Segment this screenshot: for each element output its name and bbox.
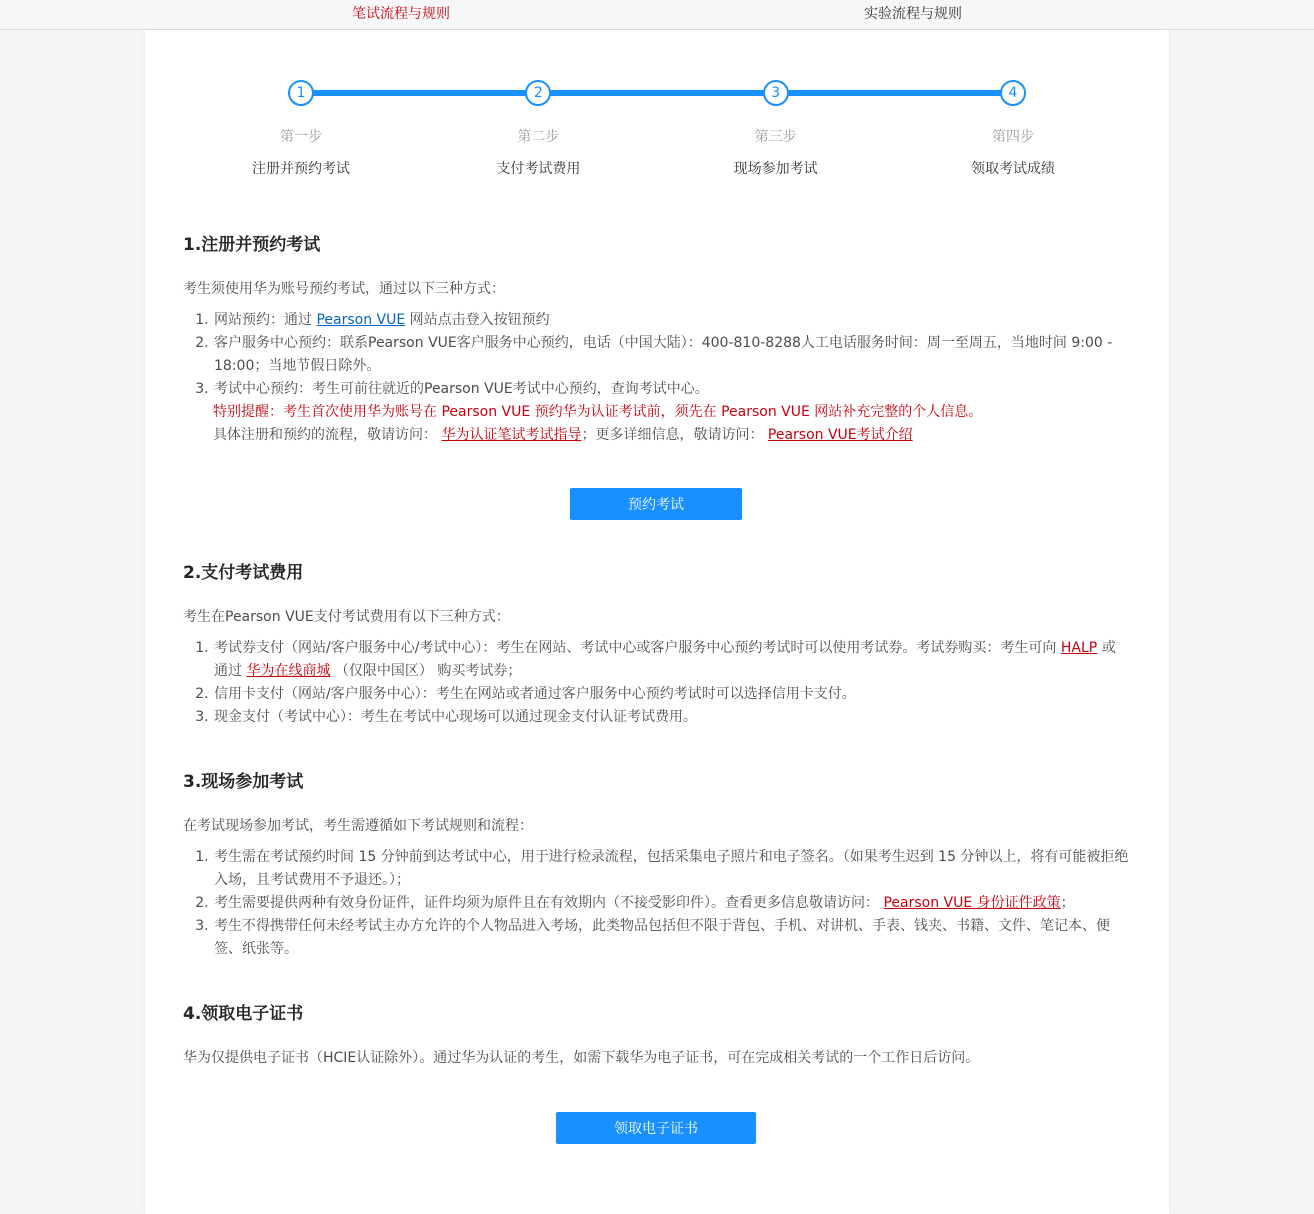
stepper-step-1 (252, 80, 350, 177)
list-item: 3. 考生不得携带任何未经考试主办方允许的个人物品进入考场，此类物品包括但不限于背包、手机、对讲机、手表、钱夹、书籍、文件、笔记本、便签、纸张等。 (213, 915, 1129, 961)
exam-process-stepper (145, 30, 1169, 190)
step-1-label: 第一步 (280, 129, 322, 145)
tab-lab-exam-rules[interactable]: 实验流程与规则 (864, 6, 962, 22)
registration-guide-note (213, 424, 1129, 447)
list-item: 2. 客户服务中心预约：联系Pearson VUE客户服务中心预约，电话（中国大陆）：400-810-8288人工电话服务时间：周一至周五，当地时间 9:00 - 18:00；当地节假日除外。 (213, 332, 1129, 378)
section-2-intro: 考生在Pearson VUE支付考试费用有以下三种方式： (183, 609, 510, 625)
item-text: ； (1060, 895, 1075, 911)
pearson-vue-link[interactable]: Pearson VUE (316, 312, 406, 328)
item-text: （仅限中国区） 购买考试券； (330, 663, 522, 679)
step-2-number-badge: 2 (525, 80, 551, 106)
step-1-name: 注册并预约考试 (252, 161, 350, 177)
note-text: ；更多详细信息，敬请访问： (581, 427, 768, 443)
step-2-name: 支付考试费用 (496, 161, 581, 177)
section-4-intro: 华为仅提供电子证书（HCIE认证除外）。通过华为认证的考生，如需下载华为电子证书，可在完成相关考试的一个工作日后访问。 (183, 1050, 980, 1066)
section-3-title: 3.现场参加考试 (183, 772, 304, 792)
list-item (213, 637, 1129, 683)
section-3-list (183, 846, 1129, 961)
list-item: 3. 现金支付（考试中心）：考生在考试中心现场可以通过现金支付认证考试费用。 (213, 706, 1129, 729)
stepper-step-4 (970, 80, 1055, 177)
item-text: 考试券支付（网站/客户服务中心/考试中心）：考生在网站、考试中心或客户服务中心预约考试时可以使用考试券。考试券购买：考生可向 (214, 640, 1061, 656)
tab-written-exam-rules[interactable]: 笔试流程与规则 (352, 6, 450, 22)
step-3-number-badge: 3 (763, 80, 789, 106)
step-1-number-badge: 1 (288, 80, 314, 106)
item-text: 网站预约：通过 (214, 312, 317, 328)
item-text: 或通过 (214, 640, 1116, 679)
step-3-name: 现场参加考试 (733, 161, 818, 177)
id-policy-link[interactable]: Pearson VUE 身份证件政策 (883, 895, 1061, 911)
step-4-name: 领取考试成绩 (970, 161, 1055, 177)
tab-bar-inner (145, 0, 1169, 29)
section-2-list (183, 637, 1129, 729)
step-4-number-badge: 4 (1000, 80, 1026, 106)
list-item: 3. 考试中心预约：考生可前往就近的Pearson VUE考试中心预约，查询考试中心。 (213, 378, 1129, 401)
list-item: 2. 信用卡支付（网站/客户服务中心）：考生在网站或者通过客户服务中心预约考试时可以选择信用卡支付。 (213, 683, 1129, 706)
pearson-vue-exam-intro-link[interactable]: Pearson VUE考试介绍 (767, 427, 913, 443)
rules-content (145, 230, 1169, 1214)
list-item (213, 892, 1129, 915)
halp-link[interactable]: HALP (1060, 640, 1098, 656)
stepper-step-2 (496, 80, 581, 177)
section-1-intro: 考生须使用华为账号预约考试，通过以下三种方式： (183, 281, 505, 297)
top-tab-bar (0, 0, 1314, 30)
section-1-title: 1.注册并预约考试 (183, 235, 321, 255)
section-1-list (183, 309, 1129, 401)
step-3-label: 第三步 (754, 129, 797, 145)
item-text: 考生需要提供两种有效身份证件，证件均须为原件且在有效期内（不接受影印件）。查看更多信息敬请访问： (214, 895, 884, 911)
step-2-label: 第二步 (517, 129, 560, 145)
list-item: 1. 考生需在考试预约时间 15 分钟前到达考试中心，用于进行检录流程，包括采集电子照片和电子签名。（如果考生迟到 15 分钟以上，将有可能被拒绝入场，且考试费用不予退还。）； (213, 846, 1129, 892)
stepper-step-3 (733, 80, 818, 177)
item-text: 网站点击登入按钮预约 (405, 312, 550, 328)
section-2-title: 2.支付考试费用 (183, 563, 304, 583)
section-4-title: 4.领取电子证书 (183, 1004, 304, 1024)
huawei-online-store-link[interactable]: 华为在线商城 (246, 663, 331, 679)
stepper-progress-line (301, 90, 1013, 96)
step-4-label: 第四步 (991, 129, 1034, 145)
written-exam-guide-link[interactable]: 华为认证笔试考试指导 (441, 427, 582, 443)
list-item (213, 309, 1129, 332)
content-card (145, 30, 1169, 1214)
note-text: 具体注册和预约的流程，敬请访问： (213, 427, 442, 443)
section-3-intro: 在考试现场参加考试，考生需遵循如下考试规则和流程： (183, 818, 533, 834)
special-reminder-text: 特别提醒：考生首次使用华为账号在 Pearson VUE 预约华为认证考试前，须先在 Pearson VUE 网站补充完整的个人信息。 (213, 404, 983, 420)
get-ecert-button[interactable]: 领取电子证书 (556, 1112, 756, 1144)
book-exam-button[interactable]: 预约考试 (570, 488, 742, 520)
